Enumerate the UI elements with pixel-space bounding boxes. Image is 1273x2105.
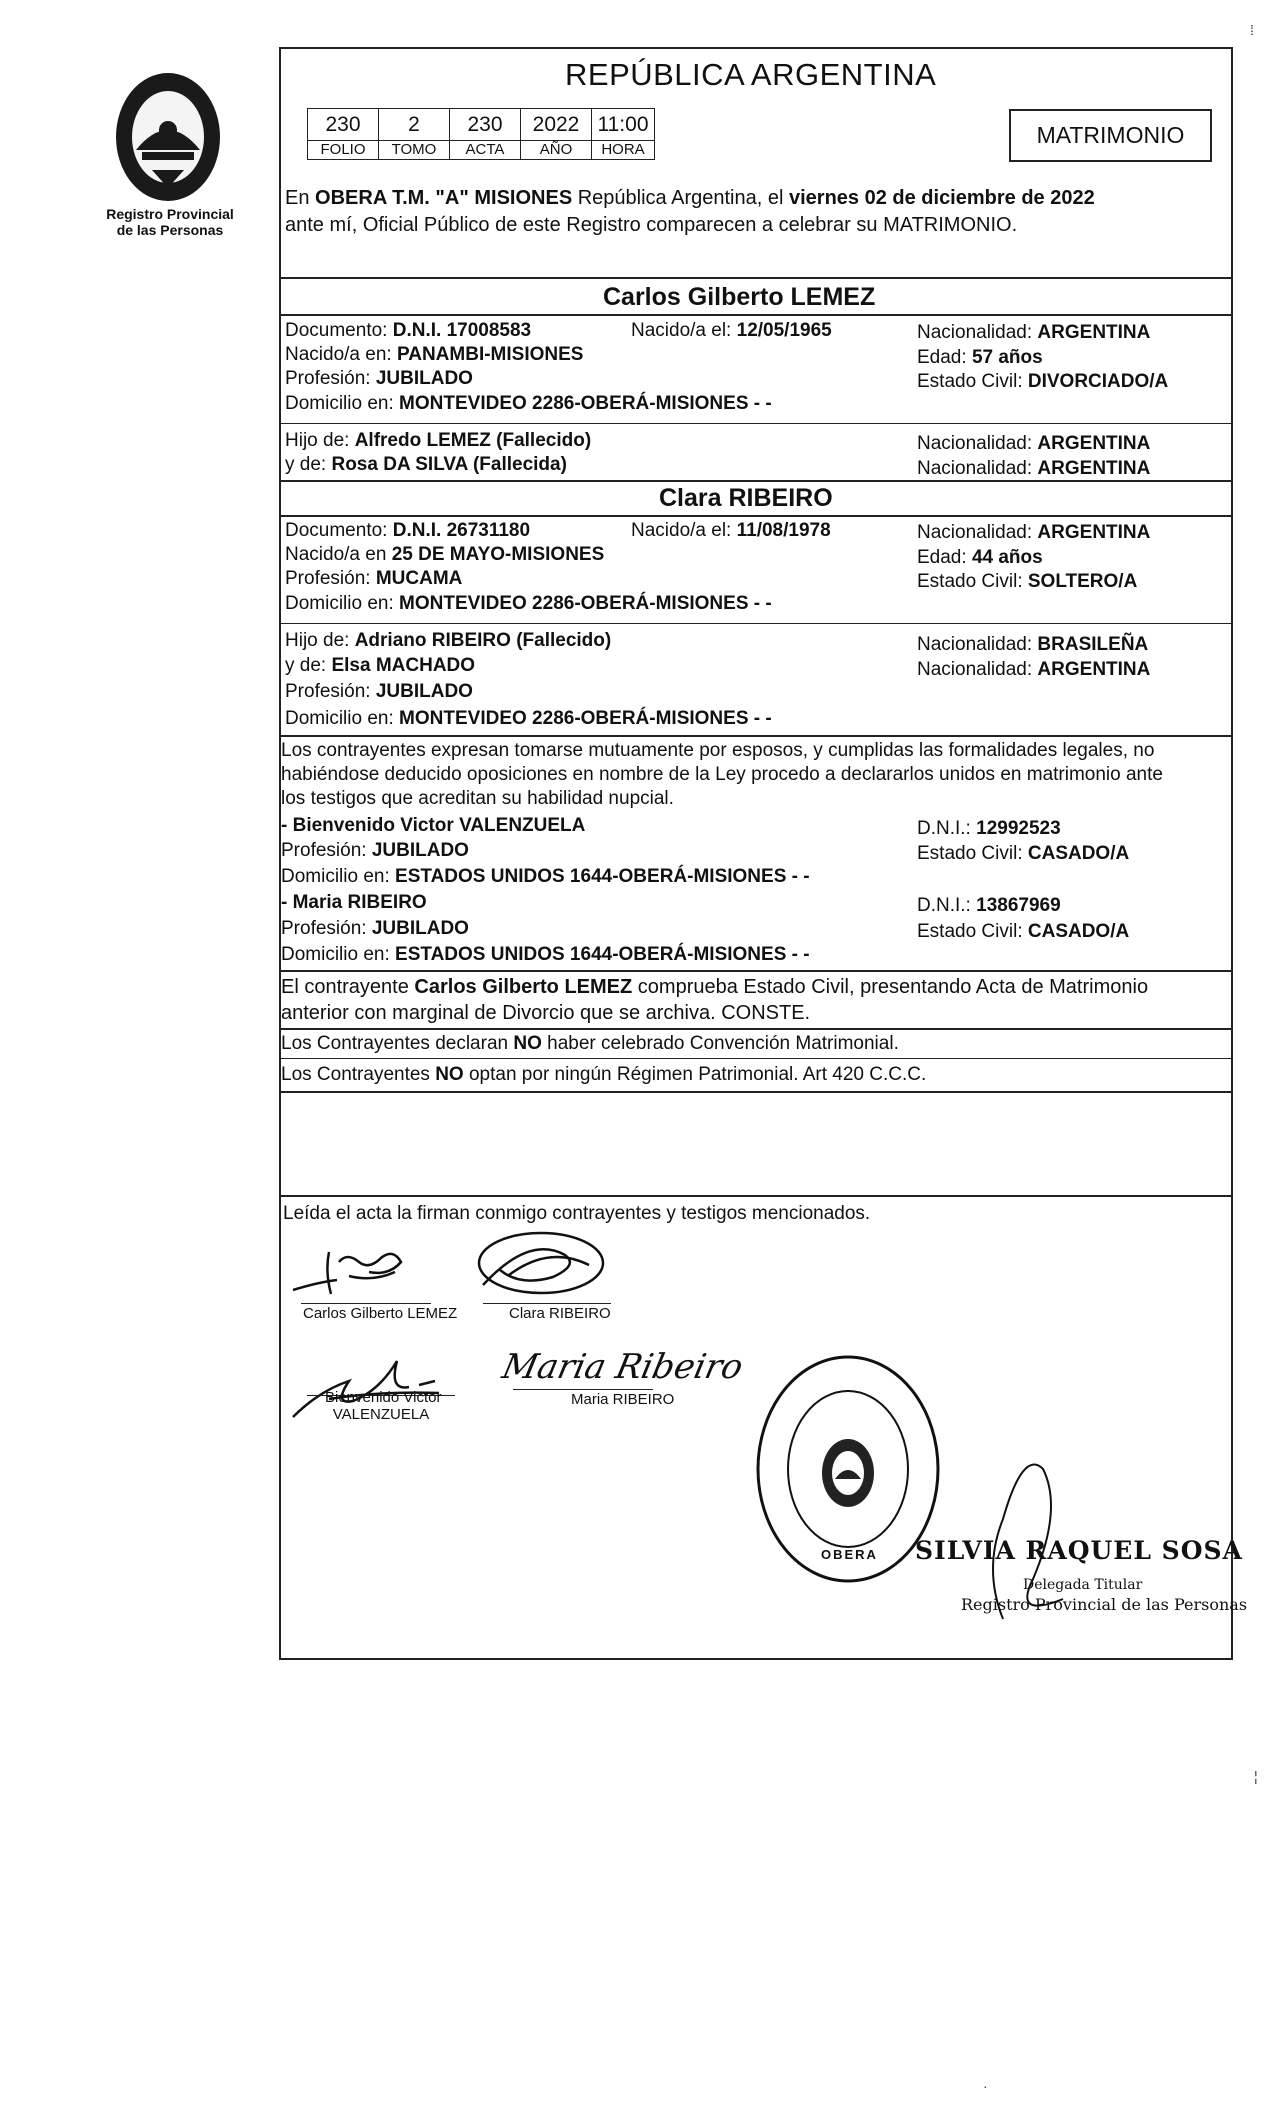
folio-label: FOLIO <box>308 141 379 160</box>
signature-scribble-2 <box>469 1225 611 1305</box>
party1-civil-status: Estado Civil: DIVORCIADO/A <box>917 371 1169 392</box>
party2-name: Clara RIBEIRO <box>659 484 833 512</box>
party2-mother-nationality: Nacionalidad: ARGENTINA <box>917 659 1151 680</box>
party2-civil-status: Estado Civil: SOLTERO/A <box>917 571 1138 592</box>
witness2-dni: D.N.I.: 13867969 <box>917 895 1061 916</box>
party2-parent-address: Domicilio en: MONTEVIDEO 2286-OBERÁ-MISIONES - - <box>285 708 772 729</box>
party1-document: Documento: D.N.I. 17008583 <box>285 320 532 341</box>
witness1-profession: Profesión: JUBILADO <box>281 840 469 861</box>
scan-mark-2: ¦ <box>1254 1768 1258 1784</box>
signature-caption-3-line1: Bienvenido Victor <box>325 1389 442 1406</box>
record-type-box: MATRIMONIO <box>1009 109 1212 162</box>
witness2-civil-status: Estado Civil: CASADO/A <box>917 921 1130 942</box>
party2-nationality: Nacionalidad: ARGENTINA <box>917 522 1151 543</box>
record-grid <box>307 108 655 160</box>
party1-address: Domicilio en: MONTEVIDEO 2286-OBERÁ-MISIONES - - <box>285 393 772 414</box>
signature-handwriting-4: Maria Ribeiro <box>498 1347 747 1387</box>
party1-age: Edad: 57 años <box>917 347 1043 368</box>
marriage-certificate <box>279 47 1248 1660</box>
signature-caption-1: Carlos Gilberto LEMEZ <box>303 1305 458 1322</box>
declaration-line1: Los contrayentes expresan tomarse mutuamente por esposos, y cumplidas las formalidades legales, no <box>281 740 1155 761</box>
witness1-address: Domicilio en: ESTADOS UNIDOS 1644-OBERÁ-MISIONES - - <box>281 866 810 887</box>
party1-birthdate: Nacido/a el: 12/05/1965 <box>631 320 832 341</box>
note-line1: El contrayente Carlos Gilberto LEMEZ comprueba Estado Civil, presentando Acta de Matrimonio <box>281 976 1149 998</box>
signature-caption-2: Clara RIBEIRO <box>509 1305 611 1322</box>
signature-caption-3-line2: VALENZUELA <box>332 1406 430 1423</box>
party2-address: Domicilio en: MONTEVIDEO 2286-OBERÁ-MISIONES - - <box>285 593 772 614</box>
logo-caption <box>90 206 250 238</box>
scan-dot: · <box>983 2078 988 2094</box>
province-logo <box>112 70 224 204</box>
party1-profession: Profesión: JUBILADO <box>285 368 473 389</box>
party1-name: Carlos Gilberto LEMEZ <box>603 283 876 311</box>
signature-caption-4: Maria RIBEIRO <box>571 1391 675 1408</box>
party1-mother-nationality: Nacionalidad: ARGENTINA <box>917 458 1151 479</box>
intro-line1: En OBERA T.M. "A" MISIONES República Argentina, el viernes 02 de diciembre de 2022 <box>285 187 1095 209</box>
party2-birthdate: Nacido/a el: 11/08/1978 <box>631 520 831 541</box>
declaration-line2: habiéndose deducido oposiciones en nombre de la Ley procedo a declararlos unidos en matrimonio ante <box>281 764 1163 785</box>
party2-father: Hijo de: Adriano RIBEIRO (Fallecido) <box>285 630 612 651</box>
party2-mother: y de: Elsa MACHADO <box>285 655 476 676</box>
tomo-label: TOMO <box>379 141 450 160</box>
witness2-name: - Maria RIBEIRO <box>281 892 427 913</box>
closing-statement: Leída el acta la firman conmigo contrayentes y testigos mencionados. <box>283 1203 871 1224</box>
country-title: REPÚBLICA ARGENTINA <box>565 57 937 92</box>
signature-scribble-1 <box>289 1232 429 1304</box>
witness1-name: - Bienvenido Victor VALENZUELA <box>281 815 586 836</box>
witness2-address: Domicilio en: ESTADOS UNIDOS 1644-OBERÁ-MISIONES - - <box>281 944 810 965</box>
logo-caption-line2: de las Personas <box>116 222 224 238</box>
hour-label: HORA <box>592 141 655 160</box>
official-role: Delegada Titular <box>1023 1577 1143 1593</box>
party1-mother: y de: Rosa DA SILVA (Fallecida) <box>285 454 567 475</box>
seal-city: OBERA <box>821 1547 878 1562</box>
party1-father-nationality: Nacionalidad: ARGENTINA <box>917 433 1151 454</box>
party2-father-nationality: Nacionalidad: BRASILEÑA <box>917 634 1149 655</box>
party1-father: Hijo de: Alfredo LEMEZ (Fallecido) <box>285 430 592 451</box>
hour-value: 11:00 <box>592 109 655 141</box>
tomo-value: 2 <box>379 109 450 141</box>
year-label: AÑO <box>521 141 592 160</box>
intro-line2: ante mí, Oficial Público de este Registro comparecen a celebrar su MATRIMONIO. <box>285 214 1018 236</box>
note-line2: anterior con marginal de Divorcio que se archiva. CONSTE. <box>281 1002 811 1024</box>
misiones-emblem-icon <box>112 70 224 204</box>
acta-label: ACTA <box>450 141 521 160</box>
witness1-dni: D.N.I.: 12992523 <box>917 818 1061 839</box>
folio-value: 230 <box>308 109 379 141</box>
witness1-civil-status: Estado Civil: CASADO/A <box>917 843 1130 864</box>
declaration-line3: los testigos que acreditan su habilidad nupcial. <box>281 788 674 809</box>
signature-caption-3 <box>325 1389 442 1423</box>
party2-age: Edad: 44 años <box>917 547 1043 568</box>
party2-parent-profession: Profesión: JUBILADO <box>285 681 473 702</box>
year-value: 2022 <box>521 109 592 141</box>
official-office: Registro Provincial de las Personas <box>961 1595 1248 1614</box>
party2-profession: Profesión: MUCAMA <box>285 568 463 589</box>
convention-line2: Los Contrayentes NO optan por ningún Régimen Patrimonial. Art 420 C.C.C. <box>281 1064 927 1085</box>
logo-caption-line1: Registro Provincial <box>106 206 234 222</box>
convention-line1: Los Contrayentes declaran NO haber celebrado Convención Matrimonial. <box>281 1033 899 1054</box>
party2-birthplace: Nacido/a en 25 DE MAYO-MISIONES <box>285 544 605 565</box>
witness2-profession: Profesión: JUBILADO <box>281 918 469 939</box>
party2-document: Documento: D.N.I. 26731180 <box>285 520 531 541</box>
acta-value: 230 <box>450 109 521 141</box>
scan-mark: ⁞ <box>1250 22 1254 38</box>
official-name: SILVIA RAQUEL SOSA <box>915 1536 1243 1565</box>
party1-nationality: Nacionalidad: ARGENTINA <box>917 322 1151 343</box>
party1-birthplace: Nacido/a en: PANAMBI-MISIONES <box>285 344 584 365</box>
